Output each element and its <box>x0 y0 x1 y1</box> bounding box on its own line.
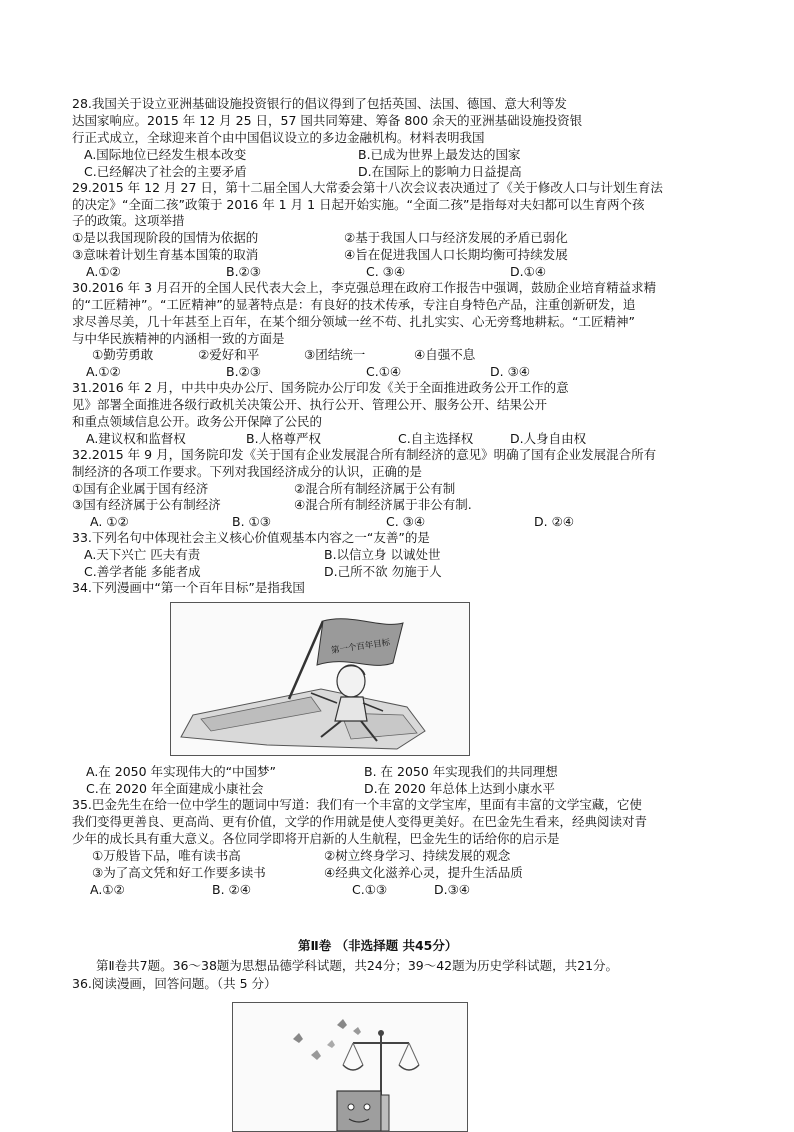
q35-option-b: B. ②④ <box>212 882 251 897</box>
q35-line-1: 35.巴金先生在给一位中学生的题词中写道：我们有一个丰富的文学宝库，里面有丰富的文学宝藏，它使 <box>72 797 642 812</box>
q34-option-d: D.在 2020 年总体上达到小康水平 <box>364 781 555 796</box>
q32-option-c: C. ③④ <box>386 514 426 529</box>
q35-option-a: A.①② <box>90 882 125 897</box>
q28-option-b: B.已成为世界上最发达的国家 <box>358 147 521 162</box>
q29-line-2: 的决定》“全面二孩”政策于 2016 年 1 月 1 日起开始实施。“全面二孩”是指每对夫妇都可以生育两个孩 <box>72 197 645 212</box>
section-2-heading: 第Ⅱ卷 （非选择题 共45分） <box>298 938 458 953</box>
q28-option-d: D.在国际上的影响力日益提高 <box>358 164 522 179</box>
q29-option-c: C. ③④ <box>366 264 406 279</box>
q30-line-4: 与中华民族精神的内涵相一致的方面是 <box>72 331 285 346</box>
q32-option-a: A. ①② <box>90 514 129 529</box>
q33-option-d: D.己所不欲 勿施于人 <box>324 564 442 579</box>
q30-option-c: C.①④ <box>366 364 402 379</box>
q32-option-d: D. ②④ <box>534 514 574 529</box>
q30-line-1: 30.2016 年 3 月召开的全国人民代表大会上，李克强总理在政府工作报告中强调，鼓励企业培育精益求精 <box>72 280 657 295</box>
cartoon-scale-pan-right <box>399 1065 419 1070</box>
q32-statement-1: ①国有企业属于国有经济 <box>72 481 209 496</box>
q29-option-d: D.①④ <box>510 264 547 279</box>
q34-option-a: A.在 2050 年实现伟大的“中国梦” <box>86 764 277 779</box>
q34-option-b: B. 在 2050 年实现我们的共同理想 <box>364 764 558 779</box>
q29-statement-1: ①是以我国现阶段的国情为依据的 <box>72 230 259 245</box>
cartoon-flag-text: 第一个百年目标 <box>330 637 391 657</box>
q31-line-1: 31.2016 年 2 月，中共中央办公厅、国务院办公厅印发《关于全面推进政务公开工作的意 <box>72 380 569 395</box>
q34-cartoon <box>170 602 470 756</box>
q31-option-a: A.建议权和监督权 <box>86 431 186 446</box>
q32-option-b: B. ①③ <box>232 514 271 529</box>
q29-statement-3: ③意味着计划生育基本国策的取消 <box>72 247 259 262</box>
q35-statement-4: ④经典文化滋养心灵，提升生活品质 <box>324 865 523 880</box>
q31-line-3: 和重点领域信息公开。政务公开保障了公民的 <box>72 414 323 429</box>
q30-line-2: 的“工匠精神”。“工匠精神”的显著特点是：有良好的技术传承，专注自身特色产品，注重创新研发，追 <box>72 297 636 312</box>
q36-cartoon-illustration <box>233 1003 467 1131</box>
q28-option-a: A.国际地位已经发生根本改变 <box>84 147 247 162</box>
q29-option-b: B.②③ <box>226 264 261 279</box>
q28-line-1: 28.我国关于设立亚洲基础设施投资银行的倡议得到了包括英国、法国、德国、意大利等发 <box>72 96 567 111</box>
q36-line-1: 36.阅读漫画，回答问题。（共 5 分） <box>72 976 277 991</box>
q29-statement-4: ④旨在促进我国人口长期均衡可持续发展 <box>344 247 568 262</box>
q31-option-b: B.人格尊严权 <box>246 431 322 446</box>
q33-option-b: B.以信立身 以诚处世 <box>324 547 441 562</box>
q30-statement-3: ③团结统一 <box>304 347 366 362</box>
q28-option-c: C.已经解决了社会的主要矛盾 <box>84 164 247 179</box>
q28-line-3: 行正式成立，全球迎来首个由中国倡议设立的多边金融机构。材料表明我国 <box>72 130 485 145</box>
q36-cartoon <box>232 1002 468 1132</box>
q30-statement-4: ④自强不息 <box>414 347 476 362</box>
q31-line-2: 见》部署全面推进各级行政机关决策公开、执行公开、管理公开、服务公开、结果公开 <box>72 397 548 412</box>
q32-statement-4: ④混合所有制经济属于非公有制. <box>294 497 472 512</box>
q32-line-1: 32.2015 年 9 月，国务院印发《关于国有企业发展混合所有制经济的意见》明确了国有企业发展混合所有 <box>72 447 657 462</box>
q35-statement-1: ①万般皆下品，唯有读书高 <box>92 848 241 863</box>
q29-option-a: A.①② <box>86 264 121 279</box>
q30-option-a: A.①② <box>86 364 121 379</box>
q35-option-d: D.③④ <box>434 882 471 897</box>
q34-line-1: 34.下列漫画中“第一个百年目标”是指我国 <box>72 580 305 595</box>
q31-option-c: C.自主选择权 <box>398 431 474 446</box>
q31-option-d: D.人身自由权 <box>510 431 587 446</box>
q32-line-2: 制经济的各项工作要求。下列对我国经济成分的认识，正确的是 <box>72 464 423 479</box>
q33-option-a: A.天下兴亡 匹夫有责 <box>84 547 201 562</box>
cartoon-scale-pan-left <box>343 1065 363 1070</box>
q30-option-b: B.②③ <box>226 364 261 379</box>
q35-statement-2: ②树立终身学习、持续发展的观念 <box>324 848 511 863</box>
q30-statement-2: ②爱好和平 <box>198 347 260 362</box>
q34-option-c: C.在 2020 年全面建成小康社会 <box>86 781 264 796</box>
section-2-description: 第Ⅱ卷共7题。36～38题为思想品德学科试题，共24分；39～42题为历史学科试题，共21分。 <box>96 958 619 973</box>
q32-statement-2: ②混合所有制经济属于公有制 <box>294 481 456 496</box>
q30-line-3: 求尽善尽美，几十年甚至上百年，在某个细分领域一丝不苟、扎扎实实、心无旁骛地耕耘。“工匠精神” <box>72 314 635 329</box>
q30-option-d: D. ③④ <box>490 364 530 379</box>
q29-statement-2: ②基于我国人口与经济发展的矛盾已弱化 <box>344 230 568 245</box>
q35-line-3: 少年的成长具有重大意义。各位同学即将开启新的人生航程，巴金先生的话给你的启示是 <box>72 831 560 846</box>
q29-line-1: 29.2015 年 12 月 27 日，第十二届全国人大常委会第十八次会议表决通过了《关于修改人口与计划生育法 <box>72 180 663 195</box>
q33-line-1: 33.下列名句中体现社会主义核心价值观基本内容之一“友善”的是 <box>72 530 430 545</box>
q35-option-c: C.①③ <box>352 882 388 897</box>
q32-statement-3: ③国有经济属于公有制经济 <box>72 497 221 512</box>
q29-line-3: 子的政策。这项举措 <box>72 213 185 228</box>
cartoon-book-character <box>337 1091 381 1131</box>
cartoon-bird <box>293 1033 303 1043</box>
cartoon-illustration <box>171 603 469 755</box>
q28-line-2: 达国家响应。2015 年 12 月 25 日，57 国共同筹建、筹备 800 余天的亚洲基础设施投资银 <box>72 113 583 128</box>
cartoon-person-body <box>335 697 367 721</box>
q35-statement-3: ③为了高文凭和好工作要多读书 <box>92 865 266 880</box>
q35-line-2: 我们变得更善良、更高尚、更有价值，文学的作用就是使人变得更美好。在巴金先生看来，经典阅读对青 <box>72 814 648 829</box>
q30-statement-1: ①勤劳勇敢 <box>92 347 154 362</box>
q33-option-c: C.善学者能 多能者成 <box>84 564 201 579</box>
